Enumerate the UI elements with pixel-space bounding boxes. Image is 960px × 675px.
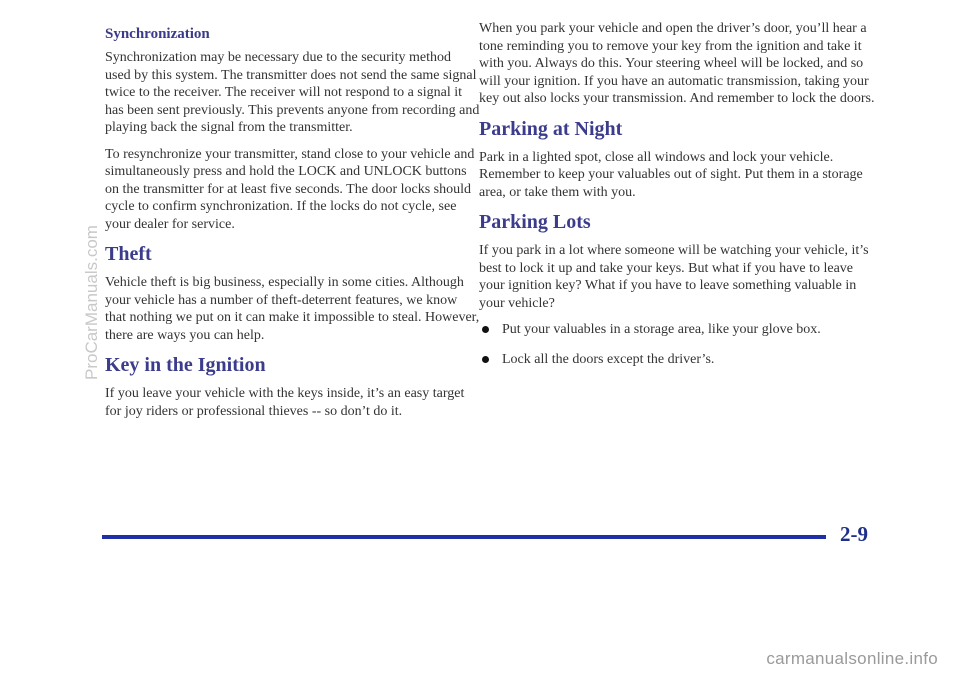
parking-lots-heading: Parking Lots	[479, 211, 591, 233]
theft-heading: Theft	[105, 243, 152, 265]
synchronization-heading: Synchronization	[105, 26, 210, 42]
list-item	[479, 351, 879, 369]
bottom-watermark: carmanualsonline.info	[766, 649, 938, 668]
parking-tips-list	[479, 321, 879, 368]
parking-lots-paragraph: If you park in a lot where someone will be watching your vehicle, it’s best to lock it up and take your keys. But what if you have to leave your ignition key? What if you have to leave something valuable in your vehicle?	[479, 243, 869, 311]
list-item-text: Lock all the doors except the driver’s.	[502, 351, 715, 367]
side-watermark	[82, 200, 102, 380]
left-column	[105, 20, 480, 429]
bullet-icon	[482, 326, 489, 333]
synchronization-paragraph-1: Synchronization may be necessary due to the security method used by this system. The transmitter does not send the same signal twice to the receiver. The receiver will not respond to a signal it has been sent previously. This prevents anyone from recording and playing back the signal from the transmitter.	[105, 50, 480, 135]
theft-paragraph: Vehicle theft is big business, especially in some cities. Although your vehicle has a number of theft-deterrent features, we know that nothing we put on it can make it impossible to steal. However, there are ways you can help.	[105, 275, 480, 343]
synchronization-paragraph-2: To resynchronize your transmitter, stand close to your vehicle and simultaneously press and hold the LOCK and UNLOCK buttons on the transmitter for at least five seconds. The door locks should cycle to confirm synchronization. If the locks do not cycle, see your dealer for service.	[105, 146, 475, 232]
key-in-ignition-paragraph: If you leave your vehicle with the keys inside, it’s an easy target for joy riders or professional thieves -- so don’t do it.	[105, 386, 465, 419]
parking-at-night-heading: Parking at Night	[479, 117, 623, 140]
parking-paragraph: When you park your vehicle and open the driver’s door, you’ll hear a tone reminding you to remove your key from the ignition and take it with you. Always do this. Your steering wheel will be locked, and so will your ignition. If you have an automatic transmission, taking your key out also locks your transmission. And remember to lock the doors.	[479, 21, 875, 106]
page-number: 2-9	[840, 522, 868, 546]
side-watermark-text: ProCarManuals.com	[82, 225, 101, 380]
list-item	[479, 321, 879, 339]
list-item-text: Put your valuables in a storage area, like your glove box.	[502, 322, 821, 337]
bullet-icon	[482, 356, 489, 363]
right-column	[479, 20, 879, 380]
key-in-ignition-heading: Key in the Ignition	[105, 354, 266, 376]
parking-at-night-paragraph: Park in a lighted spot, close all windows and lock your vehicle. Remember to keep your valuables out of sight. Put them in a storage area, or take them with you.	[479, 149, 863, 200]
footer-rule	[102, 535, 826, 539]
